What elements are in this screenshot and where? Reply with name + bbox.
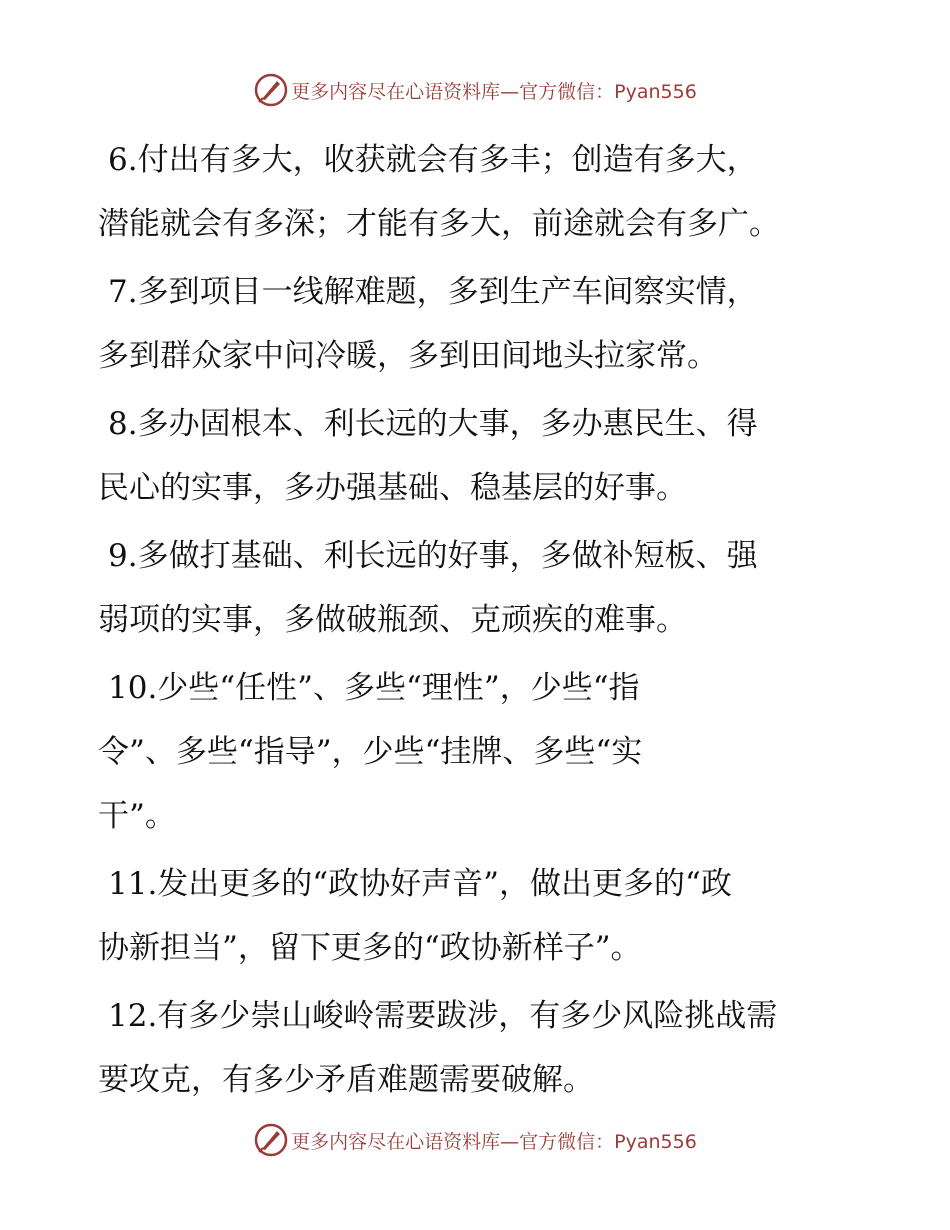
item-line: 多到群众家中问冷暖，多到田间地头拉家常。 bbox=[98, 338, 718, 374]
list-item bbox=[98, 128, 858, 256]
footer-banner-text: 更多内容尽在心语资料库—官方微信：Pyan556 bbox=[291, 1130, 697, 1153]
list-item bbox=[98, 656, 858, 848]
header-banner-text: 更多内容尽在心语资料库—官方微信：Pyan556 bbox=[291, 80, 697, 103]
content-list bbox=[98, 128, 858, 1116]
item-line: 要攻克，有多少矛盾难题需要破解。 bbox=[98, 1062, 594, 1098]
footer-watermark bbox=[0, 1120, 950, 1160]
item-line: 潜能就会有多深；才能有多大，前途就会有多广。 bbox=[98, 206, 780, 242]
item-line: 令”、多些“指导”，少些“挂牌、多些“实 bbox=[98, 734, 643, 770]
list-item bbox=[98, 984, 858, 1112]
item-line: 7.多到项目一线解难题，多到生产车间察实情， bbox=[108, 274, 758, 310]
item-line: 11.发出更多的“政协好声音”，做出更多的“政 bbox=[108, 866, 732, 902]
item-line: 6.付出有多大，收获就会有多丰；创造有多大， bbox=[108, 142, 758, 178]
item-line: 弱项的实事，多做破瓶颈、克顽疾的难事。 bbox=[98, 602, 687, 638]
list-item bbox=[98, 524, 858, 652]
item-line: 干”。 bbox=[98, 798, 176, 834]
item-line: 协新担当”，留下更多的“政协新样子”。 bbox=[98, 930, 642, 966]
list-item bbox=[98, 852, 858, 980]
item-line: 8.多办固根本、利长远的大事，多办惠民生、得 bbox=[108, 406, 758, 442]
list-item bbox=[98, 392, 858, 520]
header-watermark bbox=[0, 70, 950, 110]
item-line: 9.多做打基础、利长远的好事，多做补短板、强 bbox=[108, 538, 758, 574]
item-line: 民心的实事，多办强基础、稳基层的好事。 bbox=[98, 470, 687, 506]
item-line: 12.有多少崇山峻岭需要跋涉，有多少风险挑战需 bbox=[108, 998, 778, 1034]
quill-logo-icon bbox=[253, 1122, 289, 1158]
quill-logo-icon bbox=[253, 72, 289, 108]
item-line: 10.少些“任性”、多些“理性”，少些“指 bbox=[108, 670, 640, 706]
list-item bbox=[98, 260, 858, 388]
